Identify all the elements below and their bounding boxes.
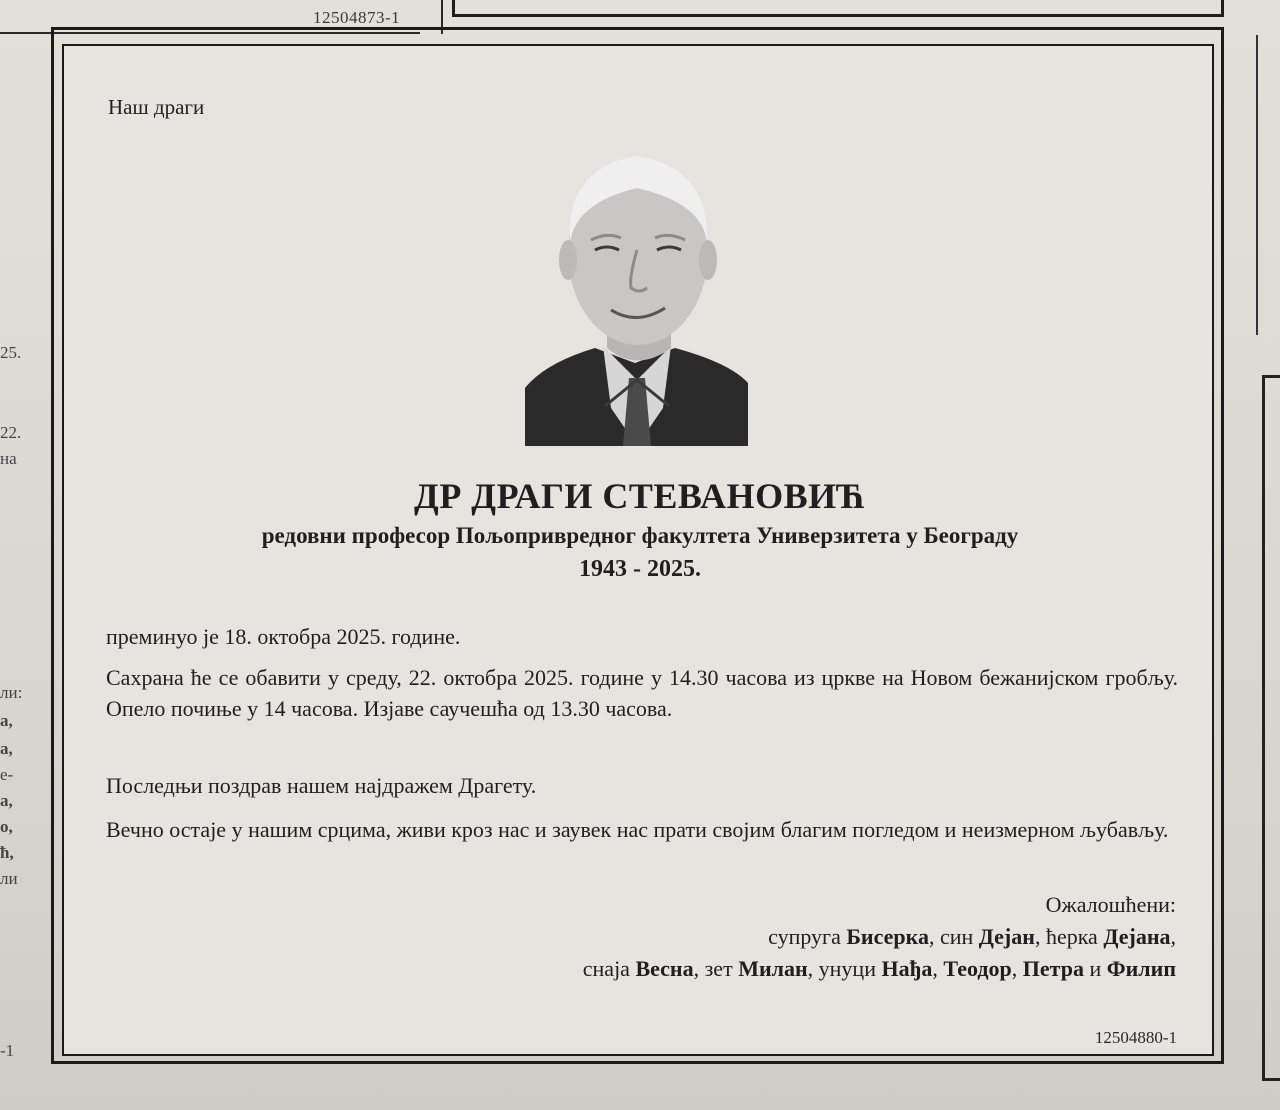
left-fragment: 22. — [0, 423, 22, 442]
mourners-line-2 — [583, 956, 1176, 982]
left-fragment: ћ, — [0, 843, 14, 862]
mourner-name: Дејан — [978, 924, 1035, 949]
bottom-ad-id: 12504880-1 — [1094, 1028, 1177, 1047]
right-column-edge — [1256, 35, 1280, 335]
mourner-name: Дејана — [1103, 924, 1171, 949]
mourner-relation: снаја — [582, 956, 636, 981]
life-years: 1943 - 2025. — [579, 556, 701, 582]
left-fragment: 25. — [0, 343, 22, 362]
mourner-name: Нађа — [881, 956, 933, 981]
mourner-relation: и — [1083, 956, 1107, 981]
left-fragment: о, — [0, 817, 13, 836]
farewell-paragraph: Последњи поздрав нашем најдражем Драгету. — [106, 773, 537, 798]
mourner-relation: супруга — [768, 924, 847, 949]
mourners-line-1 — [768, 924, 1176, 950]
mourner-name: Петра — [1022, 956, 1084, 981]
left-fragment: а, — [0, 711, 13, 730]
mourner-relation: , зет — [693, 956, 739, 981]
adjacent-notice-border — [452, 0, 1224, 17]
mourner-relation: , — [1170, 924, 1176, 949]
mourner-relation: , унуци — [807, 956, 882, 981]
mourner-name: Бисерка — [846, 924, 929, 949]
left-fragment: а, — [0, 739, 13, 758]
deceased-name: ДР ДРАГИ СТЕВАНОВИЋ — [414, 476, 866, 516]
mourner-name: Филип — [1106, 956, 1176, 981]
funeral-details-paragraph: Сахрана ће се обавити у среду, 22. октобра 2025. године у 14.30 часова из цркве на Новом бежанијском гробљу. Опело почиње у 14 часова. Изјаве саучешћа од 13.30 часова. — [106, 665, 1178, 721]
mourner-name: Теодор — [943, 956, 1012, 981]
left-fragment: -1 — [0, 1041, 15, 1060]
left-fragment: а, — [0, 791, 13, 810]
salutation: Наш драги — [108, 95, 205, 119]
mourner-relation: , — [932, 956, 944, 981]
left-fragment: е- — [0, 765, 14, 784]
death-date-paragraph: преминуо је 18. октобра 2025. године. — [106, 624, 461, 649]
mourner-name: Милан — [738, 956, 808, 981]
mourner-relation: , — [1011, 956, 1023, 981]
mourners-heading: Ожалошћени: — [1045, 892, 1176, 917]
left-fragment: на — [0, 449, 17, 468]
left-fragment: ли — [0, 869, 18, 888]
portrait-photo-icon — [525, 148, 748, 446]
remembrance-paragraph: Вечно остаје у нашим срцима, живи кроз нас и заувек нас прати својим благим погледом и неизмерном љубављу. — [106, 817, 1169, 842]
top-ad-id: 12504873-1 — [313, 8, 401, 27]
mourner-relation: , син — [928, 924, 979, 949]
mourner-name: Весна — [635, 956, 694, 981]
mourner-relation: , ћерка — [1034, 924, 1104, 949]
deceased-title: редовни професор Пољопривредног факултета Универзитета у Београду — [261, 523, 1019, 548]
left-fragment: ли: — [0, 683, 23, 702]
